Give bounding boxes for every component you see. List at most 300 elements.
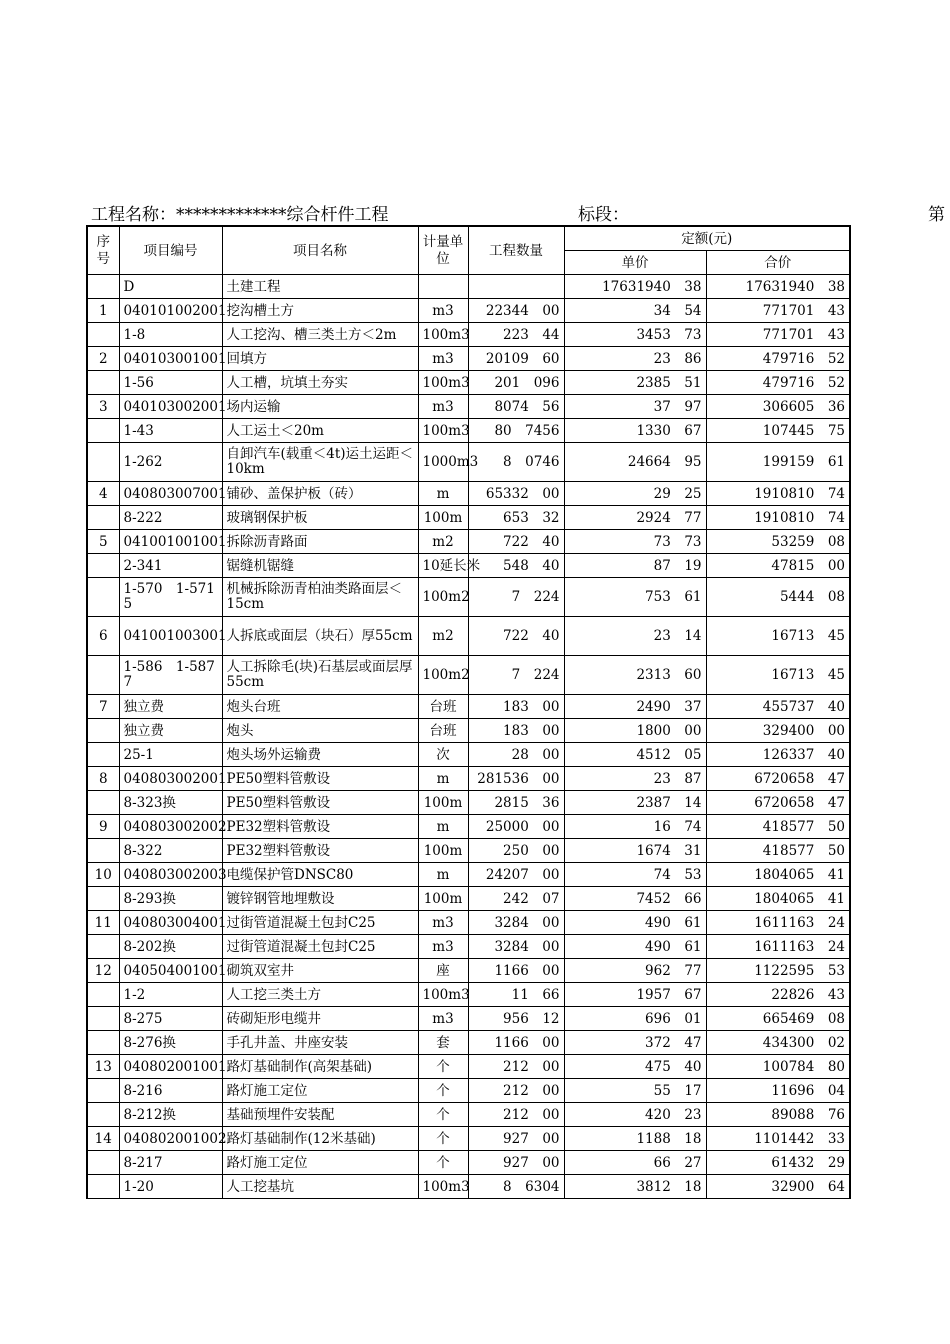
row-qty-cell xyxy=(468,275,564,299)
row-name-cell: 电缆保护管DNSC80 xyxy=(222,863,418,887)
row-code-cell: 8-222 xyxy=(119,506,222,530)
row-code-cell: 040802001001 xyxy=(119,1055,222,1079)
row-name-cell: 人工挖沟、槽三类土方＜2m xyxy=(222,323,418,347)
row-seq-cell: 10 xyxy=(87,863,119,887)
row-unit-cell: 个 xyxy=(418,1127,468,1151)
row-total-cell: 1910810 74 xyxy=(706,506,850,530)
row-unit-cell: m3 xyxy=(418,935,468,959)
row-name-cell: 手孔井盖、井座安装 xyxy=(222,1031,418,1055)
row-unit-price-cell: 16 74 xyxy=(564,815,706,839)
row-unit-price-cell: 490 61 xyxy=(564,911,706,935)
row-unit-price-cell: 29 25 xyxy=(564,482,706,506)
row-name-cell: 路灯施工定位 xyxy=(222,1079,418,1103)
row-total-cell: 89088 76 xyxy=(706,1103,850,1127)
row-unit-cell: 100m xyxy=(418,887,468,911)
table-row xyxy=(87,323,850,347)
row-qty-cell: 2815 36 xyxy=(468,791,564,815)
row-unit-cell: m xyxy=(418,863,468,887)
row-unit-price-cell: 3812 18 xyxy=(564,1175,706,1199)
row-code-cell: 040803002002 xyxy=(119,815,222,839)
row-total-cell: 126337 40 xyxy=(706,743,850,767)
row-name-cell: 炮头 xyxy=(222,719,418,743)
row-name-cell: PE32塑料管敷设 xyxy=(222,839,418,863)
row-name-cell: 场内运输 xyxy=(222,395,418,419)
row-seq-cell xyxy=(87,743,119,767)
row-unit-cell: 100m3 xyxy=(418,419,468,443)
row-seq-cell xyxy=(87,1175,119,1199)
row-name-cell: 过街管道混凝土包封C25 xyxy=(222,935,418,959)
row-seq-cell: 8 xyxy=(87,767,119,791)
row-seq-cell xyxy=(87,1031,119,1055)
row-code-cell: 1-20 xyxy=(119,1175,222,1199)
row-seq-cell xyxy=(87,719,119,743)
row-qty-cell: 281536 00 xyxy=(468,767,564,791)
row-unit-price-cell: 4512 05 xyxy=(564,743,706,767)
row-unit-cell: m3 xyxy=(418,911,468,935)
row-code-cell: 040803002003 xyxy=(119,863,222,887)
row-unit-cell: 100m3 xyxy=(418,1175,468,1199)
row-total-cell: 47815 00 xyxy=(706,554,850,578)
row-seq-cell xyxy=(87,887,119,911)
row-seq-cell xyxy=(87,578,119,617)
row-total-cell: 6720658 47 xyxy=(706,791,850,815)
row-seq-cell xyxy=(87,323,119,347)
row-code-cell: 8-276换 xyxy=(119,1031,222,1055)
row-unit-cell: 10延长米 xyxy=(418,554,468,578)
row-seq-cell xyxy=(87,443,119,482)
row-name-cell: PE32塑料管敷设 xyxy=(222,815,418,839)
row-seq-cell: 4 xyxy=(87,482,119,506)
row-qty-cell: 3284 00 xyxy=(468,935,564,959)
row-qty-cell: 183 00 xyxy=(468,695,564,719)
row-unit-cell: 台班 xyxy=(418,695,468,719)
row-code-cell: 独立费 xyxy=(119,695,222,719)
row-name-cell: 过街管道混凝土包封C25 xyxy=(222,911,418,935)
row-code-cell: 041001001001 xyxy=(119,530,222,554)
row-seq-cell: 2 xyxy=(87,347,119,371)
row-seq-cell: 13 xyxy=(87,1055,119,1079)
table-row xyxy=(87,1079,850,1103)
row-total-cell: 665469 08 xyxy=(706,1007,850,1031)
row-qty-cell: 242 07 xyxy=(468,887,564,911)
row-unit-cell: m xyxy=(418,767,468,791)
table-row xyxy=(87,482,850,506)
table-row xyxy=(87,656,850,695)
row-seq-cell xyxy=(87,1079,119,1103)
row-unit-price-cell: 23 14 xyxy=(564,617,706,656)
table-row xyxy=(87,791,850,815)
table-row xyxy=(87,935,850,959)
table-row xyxy=(87,743,850,767)
row-total-cell: 771701 43 xyxy=(706,299,850,323)
col-header-unit-price: 单价 xyxy=(564,251,706,275)
row-unit-cell: m3 xyxy=(418,395,468,419)
table-row xyxy=(87,1103,850,1127)
row-code-cell: 8-216 xyxy=(119,1079,222,1103)
row-unit-price-cell: 2490 37 xyxy=(564,695,706,719)
row-total-cell: 1122595 53 xyxy=(706,959,850,983)
col-header-quota: 定额(元) xyxy=(564,226,850,251)
row-total-cell: 32900 64 xyxy=(706,1175,850,1199)
row-code-cell: 1-586 1-587 7 xyxy=(119,656,222,695)
row-total-cell: 479716 52 xyxy=(706,347,850,371)
row-name-cell: 拆除沥青路面 xyxy=(222,530,418,554)
table-row xyxy=(87,959,850,983)
row-total-cell: 5444 08 xyxy=(706,578,850,617)
row-seq-cell xyxy=(87,656,119,695)
row-seq-cell: 12 xyxy=(87,959,119,983)
table-row xyxy=(87,863,850,887)
row-qty-cell: 8 0746 xyxy=(468,443,564,482)
row-unit-cell: 100m xyxy=(418,791,468,815)
project-name-label: 工程名称：*************综合杆件工程 xyxy=(91,205,389,225)
row-unit-cell: 座 xyxy=(418,959,468,983)
row-unit-cell: 个 xyxy=(418,1055,468,1079)
row-code-cell: 8-323换 xyxy=(119,791,222,815)
row-unit-cell: 100m2 xyxy=(418,656,468,695)
row-name-cell: 回填方 xyxy=(222,347,418,371)
col-header-unit: 计量单位 xyxy=(418,226,468,275)
table-row xyxy=(87,617,850,656)
row-name-cell: PE50塑料管敷设 xyxy=(222,767,418,791)
row-name-cell: 炮头场外运输费 xyxy=(222,743,418,767)
row-unit-cell: 次 xyxy=(418,743,468,767)
row-seq-cell: 1 xyxy=(87,299,119,323)
row-name-cell: 基础预埋件安装配 xyxy=(222,1103,418,1127)
row-total-cell: 61432 29 xyxy=(706,1151,850,1175)
row-qty-cell: 20109 60 xyxy=(468,347,564,371)
row-code-cell: 040803004001 xyxy=(119,911,222,935)
row-code-cell: 040103001001 xyxy=(119,347,222,371)
row-qty-cell: 722 40 xyxy=(468,617,564,656)
row-qty-cell: 1166 00 xyxy=(468,959,564,983)
row-qty-cell: 548 40 xyxy=(468,554,564,578)
table-row xyxy=(87,983,850,1007)
row-unit-cell: 100m xyxy=(418,839,468,863)
row-seq-cell: 6 xyxy=(87,617,119,656)
row-name-cell: 人工挖三类土方 xyxy=(222,983,418,1007)
row-total-cell: 6720658 47 xyxy=(706,767,850,791)
row-name-cell: 机械拆除沥青柏油类路面层＜15cm xyxy=(222,578,418,617)
row-code-cell: 8-275 xyxy=(119,1007,222,1031)
row-total-cell: 1611163 24 xyxy=(706,935,850,959)
row-qty-cell: 8074 56 xyxy=(468,395,564,419)
row-qty-cell: 28 00 xyxy=(468,743,564,767)
row-unit-cell: m xyxy=(418,815,468,839)
row-seq-cell xyxy=(87,1103,119,1127)
row-seq-cell xyxy=(87,791,119,815)
row-total-cell: 199159 61 xyxy=(706,443,850,482)
row-name-cell: 挖沟槽土方 xyxy=(222,299,418,323)
row-unit-price-cell: 490 61 xyxy=(564,935,706,959)
row-code-cell: 2-341 xyxy=(119,554,222,578)
row-code-cell: 041001003001 xyxy=(119,617,222,656)
row-code-cell: D xyxy=(119,275,222,299)
row-unit-price-cell: 1800 00 xyxy=(564,719,706,743)
row-unit-cell: 100m2 xyxy=(418,578,468,617)
row-unit-price-cell: 3453 73 xyxy=(564,323,706,347)
row-total-cell: 16713 45 xyxy=(706,617,850,656)
row-unit-price-cell: 23 86 xyxy=(564,347,706,371)
row-unit-price-cell: 34 54 xyxy=(564,299,706,323)
row-unit-price-cell: 55 17 xyxy=(564,1079,706,1103)
row-total-cell: 329400 00 xyxy=(706,719,850,743)
row-code-cell: 1-570 1-571 5 xyxy=(119,578,222,617)
row-unit-price-cell: 420 23 xyxy=(564,1103,706,1127)
col-header-code: 项目编号 xyxy=(119,226,222,275)
row-name-cell: 铺砂、盖保护板（砖） xyxy=(222,482,418,506)
row-unit-price-cell: 1188 18 xyxy=(564,1127,706,1151)
table-row xyxy=(87,1055,850,1079)
row-name-cell: 砌筑双室井 xyxy=(222,959,418,983)
row-unit-cell: m2 xyxy=(418,617,468,656)
row-seq-cell xyxy=(87,554,119,578)
row-unit-price-cell: 2385 51 xyxy=(564,371,706,395)
col-header-name: 项目名称 xyxy=(222,226,418,275)
row-seq-cell: 9 xyxy=(87,815,119,839)
row-code-cell: 1-56 xyxy=(119,371,222,395)
row-unit-cell: 个 xyxy=(418,1151,468,1175)
row-qty-cell: 212 00 xyxy=(468,1079,564,1103)
row-total-cell: 16713 45 xyxy=(706,656,850,695)
row-unit-cell: m3 xyxy=(418,299,468,323)
row-qty-cell: 927 00 xyxy=(468,1127,564,1151)
row-qty-cell: 183 00 xyxy=(468,719,564,743)
table-row xyxy=(87,815,850,839)
quantity-table xyxy=(86,225,851,1199)
row-total-cell: 434300 02 xyxy=(706,1031,850,1055)
row-seq-cell xyxy=(87,1007,119,1031)
row-unit-price-cell: 23 87 xyxy=(564,767,706,791)
table-body xyxy=(87,275,850,1199)
row-unit-price-cell: 66 27 xyxy=(564,1151,706,1175)
row-unit-cell: 个 xyxy=(418,1103,468,1127)
row-unit-price-cell: 37 97 xyxy=(564,395,706,419)
row-unit-cell: m2 xyxy=(418,530,468,554)
row-code-cell: 040803002001 xyxy=(119,767,222,791)
row-qty-cell: 8 6304 xyxy=(468,1175,564,1199)
row-unit-price-cell: 2387 14 xyxy=(564,791,706,815)
row-name-cell: 路灯基础制作(高架基础) xyxy=(222,1055,418,1079)
row-total-cell: 22826 43 xyxy=(706,983,850,1007)
row-qty-cell: 7 224 xyxy=(468,578,564,617)
table-row xyxy=(87,419,850,443)
row-qty-cell: 65332 00 xyxy=(468,482,564,506)
page-label: 第 xyxy=(928,205,945,225)
row-name-cell: 人工运土＜20m xyxy=(222,419,418,443)
row-qty-cell: 1166 00 xyxy=(468,1031,564,1055)
row-qty-cell: 24207 00 xyxy=(468,863,564,887)
row-total-cell: 11696 04 xyxy=(706,1079,850,1103)
row-code-cell: 1-262 xyxy=(119,443,222,482)
row-total-cell: 1804065 41 xyxy=(706,863,850,887)
row-code-cell: 040103002001 xyxy=(119,395,222,419)
table-row xyxy=(87,347,850,371)
row-unit-price-cell: 87 19 xyxy=(564,554,706,578)
row-qty-cell: 22344 00 xyxy=(468,299,564,323)
row-unit-cell: 1000m3 xyxy=(418,443,468,482)
row-unit-price-cell: 1330 67 xyxy=(564,419,706,443)
table-row xyxy=(87,1031,850,1055)
row-code-cell: 1-43 xyxy=(119,419,222,443)
row-seq-cell: 5 xyxy=(87,530,119,554)
row-total-cell: 455737 40 xyxy=(706,695,850,719)
row-name-cell: 路灯施工定位 xyxy=(222,1151,418,1175)
row-unit-cell: m xyxy=(418,482,468,506)
table-row xyxy=(87,1151,850,1175)
row-total-cell: 100784 80 xyxy=(706,1055,850,1079)
row-seq-cell xyxy=(87,1151,119,1175)
row-seq-cell: 14 xyxy=(87,1127,119,1151)
row-qty-cell: 212 00 xyxy=(468,1103,564,1127)
row-name-cell: 镀锌钢管地埋敷设 xyxy=(222,887,418,911)
row-unit-price-cell: 2924 77 xyxy=(564,506,706,530)
row-unit-cell: 100m xyxy=(418,506,468,530)
row-total-cell: 771701 43 xyxy=(706,323,850,347)
row-qty-cell: 653 32 xyxy=(468,506,564,530)
col-header-total: 合价 xyxy=(706,251,850,275)
row-seq-cell: 7 xyxy=(87,695,119,719)
row-qty-cell: 212 00 xyxy=(468,1055,564,1079)
table-row xyxy=(87,695,850,719)
row-code-cell: 8-322 xyxy=(119,839,222,863)
table-row xyxy=(87,299,850,323)
table-row xyxy=(87,275,850,299)
row-qty-cell: 80 7456 xyxy=(468,419,564,443)
row-qty-cell: 722 40 xyxy=(468,530,564,554)
table-row xyxy=(87,911,850,935)
row-qty-cell: 25000 00 xyxy=(468,815,564,839)
row-name-cell: 炮头台班 xyxy=(222,695,418,719)
table-row xyxy=(87,554,850,578)
row-seq-cell: 3 xyxy=(87,395,119,419)
row-code-cell: 040802001002 xyxy=(119,1127,222,1151)
row-seq-cell xyxy=(87,371,119,395)
row-name-cell: 自卸汽车(载重＜4t)运土运距＜10km xyxy=(222,443,418,482)
row-total-cell: 418577 50 xyxy=(706,815,850,839)
row-seq-cell xyxy=(87,506,119,530)
row-name-cell: 人工挖基坑 xyxy=(222,1175,418,1199)
row-name-cell: 砖砌矩形电缆井 xyxy=(222,1007,418,1031)
table-row xyxy=(87,839,850,863)
row-qty-cell: 201 096 xyxy=(468,371,564,395)
row-unit-cell xyxy=(418,275,468,299)
row-total-cell: 1910810 74 xyxy=(706,482,850,506)
row-unit-price-cell: 7452 66 xyxy=(564,887,706,911)
row-qty-cell: 250 00 xyxy=(468,839,564,863)
table-row xyxy=(87,506,850,530)
table-row xyxy=(87,578,850,617)
row-unit-price-cell: 2313 60 xyxy=(564,656,706,695)
table-row xyxy=(87,443,850,482)
row-code-cell: 1-2 xyxy=(119,983,222,1007)
row-code-cell: 独立费 xyxy=(119,719,222,743)
row-code-cell: 8-202换 xyxy=(119,935,222,959)
row-unit-price-cell: 24664 95 xyxy=(564,443,706,482)
row-unit-price-cell: 17631940 38 xyxy=(564,275,706,299)
row-qty-cell: 7 224 xyxy=(468,656,564,695)
table-row xyxy=(87,887,850,911)
row-unit-cell: 套 xyxy=(418,1031,468,1055)
row-code-cell: 8-293换 xyxy=(119,887,222,911)
row-unit-price-cell: 962 77 xyxy=(564,959,706,983)
row-code-cell: 1-8 xyxy=(119,323,222,347)
row-code-cell: 8-217 xyxy=(119,1151,222,1175)
table-row xyxy=(87,395,850,419)
row-unit-cell: 100m3 xyxy=(418,371,468,395)
row-name-cell: 土建工程 xyxy=(222,275,418,299)
row-qty-cell: 3284 00 xyxy=(468,911,564,935)
row-total-cell: 1101442 33 xyxy=(706,1127,850,1151)
table-row xyxy=(87,719,850,743)
row-unit-cell: 个 xyxy=(418,1079,468,1103)
row-seq-cell xyxy=(87,935,119,959)
col-header-seq: 序号 xyxy=(87,226,119,275)
row-name-cell: 人工槽，坑填土夯实 xyxy=(222,371,418,395)
row-total-cell: 17631940 38 xyxy=(706,275,850,299)
row-unit-cell: 100m3 xyxy=(418,983,468,1007)
row-code-cell: 040803007001 xyxy=(119,482,222,506)
row-unit-cell: 台班 xyxy=(418,719,468,743)
row-name-cell: 路灯基础制作(12米基础) xyxy=(222,1127,418,1151)
row-name-cell: 人工拆除毛(块)石基层或面层厚55cm xyxy=(222,656,418,695)
row-seq-cell xyxy=(87,275,119,299)
row-code-cell: 040101002001 xyxy=(119,299,222,323)
row-unit-price-cell: 74 53 xyxy=(564,863,706,887)
row-code-cell: 040504001001 xyxy=(119,959,222,983)
row-unit-price-cell: 475 40 xyxy=(564,1055,706,1079)
table-row xyxy=(87,1007,850,1031)
row-unit-price-cell: 73 73 xyxy=(564,530,706,554)
row-unit-price-cell: 372 47 xyxy=(564,1031,706,1055)
row-unit-cell: m3 xyxy=(418,1007,468,1031)
row-unit-price-cell: 753 61 xyxy=(564,578,706,617)
section-label: 标段： xyxy=(578,205,629,225)
table-row xyxy=(87,371,850,395)
row-qty-cell: 927 00 xyxy=(468,1151,564,1175)
row-unit-price-cell: 1957 67 xyxy=(564,983,706,1007)
row-total-cell: 418577 50 xyxy=(706,839,850,863)
row-total-cell: 479716 52 xyxy=(706,371,850,395)
row-code-cell: 25-1 xyxy=(119,743,222,767)
row-total-cell: 1611163 24 xyxy=(706,911,850,935)
row-code-cell: 8-212换 xyxy=(119,1103,222,1127)
table-row xyxy=(87,1127,850,1151)
row-name-cell: 玻璃钢保护板 xyxy=(222,506,418,530)
table-row xyxy=(87,530,850,554)
row-name-cell: PE50塑料管敷设 xyxy=(222,791,418,815)
row-seq-cell xyxy=(87,839,119,863)
row-unit-price-cell: 1674 31 xyxy=(564,839,706,863)
row-seq-cell xyxy=(87,983,119,1007)
table-row xyxy=(87,767,850,791)
row-total-cell: 306605 36 xyxy=(706,395,850,419)
row-qty-cell: 956 12 xyxy=(468,1007,564,1031)
row-total-cell: 1804065 41 xyxy=(706,887,850,911)
row-total-cell: 107445 75 xyxy=(706,419,850,443)
sheet-header xyxy=(91,200,950,224)
row-name-cell: 锯缝机锯缝 xyxy=(222,554,418,578)
row-unit-price-cell: 696 01 xyxy=(564,1007,706,1031)
row-seq-cell xyxy=(87,419,119,443)
row-qty-cell: 11 66 xyxy=(468,983,564,1007)
row-unit-cell: 100m3 xyxy=(418,323,468,347)
row-total-cell: 53259 08 xyxy=(706,530,850,554)
row-seq-cell: 11 xyxy=(87,911,119,935)
row-name-cell: 人拆底或面层（块石）厚55cm xyxy=(222,617,418,656)
row-qty-cell: 223 44 xyxy=(468,323,564,347)
col-header-qty: 工程数量 xyxy=(468,226,564,275)
